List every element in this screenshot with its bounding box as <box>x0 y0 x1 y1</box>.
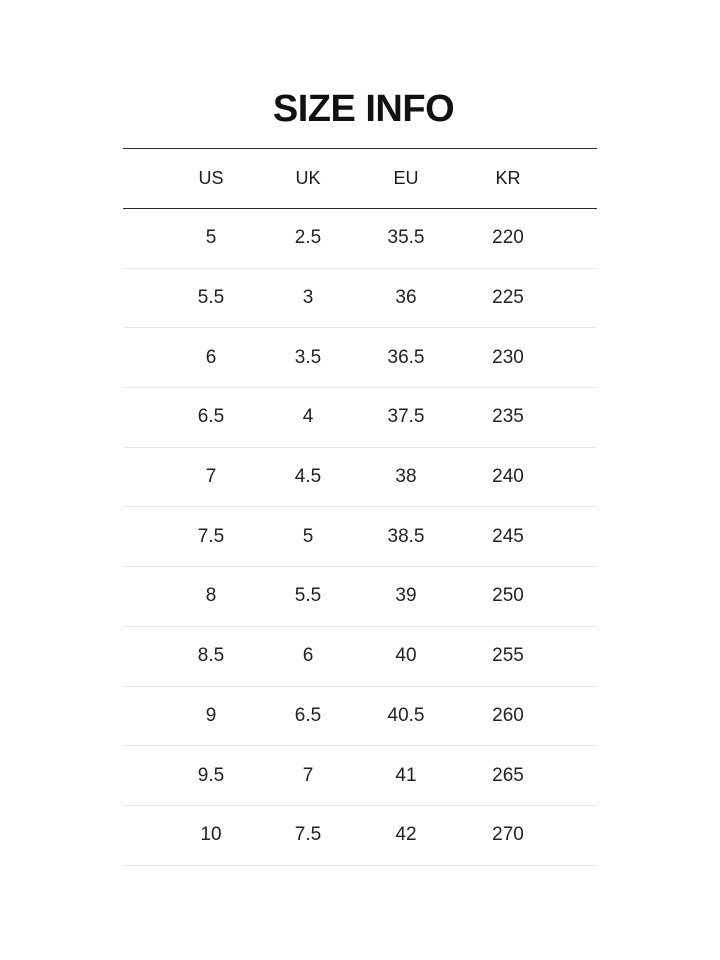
column-header-uk: UK <box>295 168 321 188</box>
table-cell-uk: 5.5 <box>294 585 322 607</box>
table-row <box>123 209 597 269</box>
table-cell-eu: 36 <box>395 287 417 309</box>
column-header-kr: KR <box>495 168 521 188</box>
table-cell-uk: 6 <box>302 645 314 667</box>
table-cell-kr: 250 <box>492 585 524 607</box>
size-table <box>123 148 597 866</box>
table-row <box>123 567 597 627</box>
table-cell-uk: 6.5 <box>294 704 322 726</box>
table-body <box>123 209 597 866</box>
table-cell-uk: 4.5 <box>294 466 322 488</box>
table-row <box>123 328 597 388</box>
table-cell-eu: 37.5 <box>387 406 425 428</box>
table-cell-eu: 35.5 <box>387 227 425 249</box>
table-row <box>123 388 597 448</box>
table-cell-eu: 42 <box>395 824 417 846</box>
table-cell-uk: 7 <box>302 764 314 786</box>
table-cell-uk: 5 <box>302 525 314 547</box>
table-cell-us: 6 <box>205 346 217 368</box>
table-cell-uk: 7.5 <box>294 824 322 846</box>
page-title: SIZE INFO <box>272 88 455 130</box>
table-cell-uk: 3.5 <box>294 346 322 368</box>
table-row <box>123 806 597 866</box>
table-cell-eu: 36.5 <box>387 346 425 368</box>
table-cell-kr: 230 <box>492 346 524 368</box>
table-cell-eu: 41 <box>395 764 417 786</box>
column-header-eu: EU <box>393 168 419 188</box>
table-cell-us: 10 <box>200 824 222 846</box>
table-header-row <box>123 148 597 209</box>
table-cell-us: 7.5 <box>197 525 225 547</box>
table-cell-kr: 270 <box>492 824 524 846</box>
table-cell-eu: 38 <box>395 466 417 488</box>
table-cell-eu: 38.5 <box>387 525 425 547</box>
table-cell-uk: 2.5 <box>294 227 322 249</box>
table-row <box>123 448 597 508</box>
table-row <box>123 507 597 567</box>
table-cell-kr: 255 <box>492 645 524 667</box>
table-cell-us: 9 <box>205 704 217 726</box>
table-cell-kr: 245 <box>492 525 524 547</box>
table-cell-us: 8.5 <box>197 645 225 667</box>
table-row <box>123 627 597 687</box>
table-cell-us: 8 <box>205 585 217 607</box>
table-cell-eu: 39 <box>395 585 417 607</box>
table-cell-kr: 260 <box>492 704 524 726</box>
table-cell-uk: 4 <box>302 406 314 428</box>
table-cell-us: 7 <box>205 466 217 488</box>
table-cell-kr: 220 <box>492 227 524 249</box>
table-cell-kr: 235 <box>492 406 524 428</box>
column-header-us: US <box>198 168 224 188</box>
table-row <box>123 269 597 329</box>
table-row <box>123 746 597 806</box>
table-cell-uk: 3 <box>302 287 314 309</box>
table-cell-eu: 40 <box>395 645 417 667</box>
table-cell-us: 9.5 <box>197 764 225 786</box>
table-row <box>123 687 597 747</box>
table-cell-kr: 225 <box>492 287 524 309</box>
table-cell-kr: 265 <box>492 764 524 786</box>
table-cell-us: 5 <box>205 227 217 249</box>
table-cell-kr: 240 <box>492 466 524 488</box>
table-cell-us: 6.5 <box>197 406 225 428</box>
table-cell-us: 5.5 <box>197 287 225 309</box>
table-cell-eu: 40.5 <box>387 704 425 726</box>
